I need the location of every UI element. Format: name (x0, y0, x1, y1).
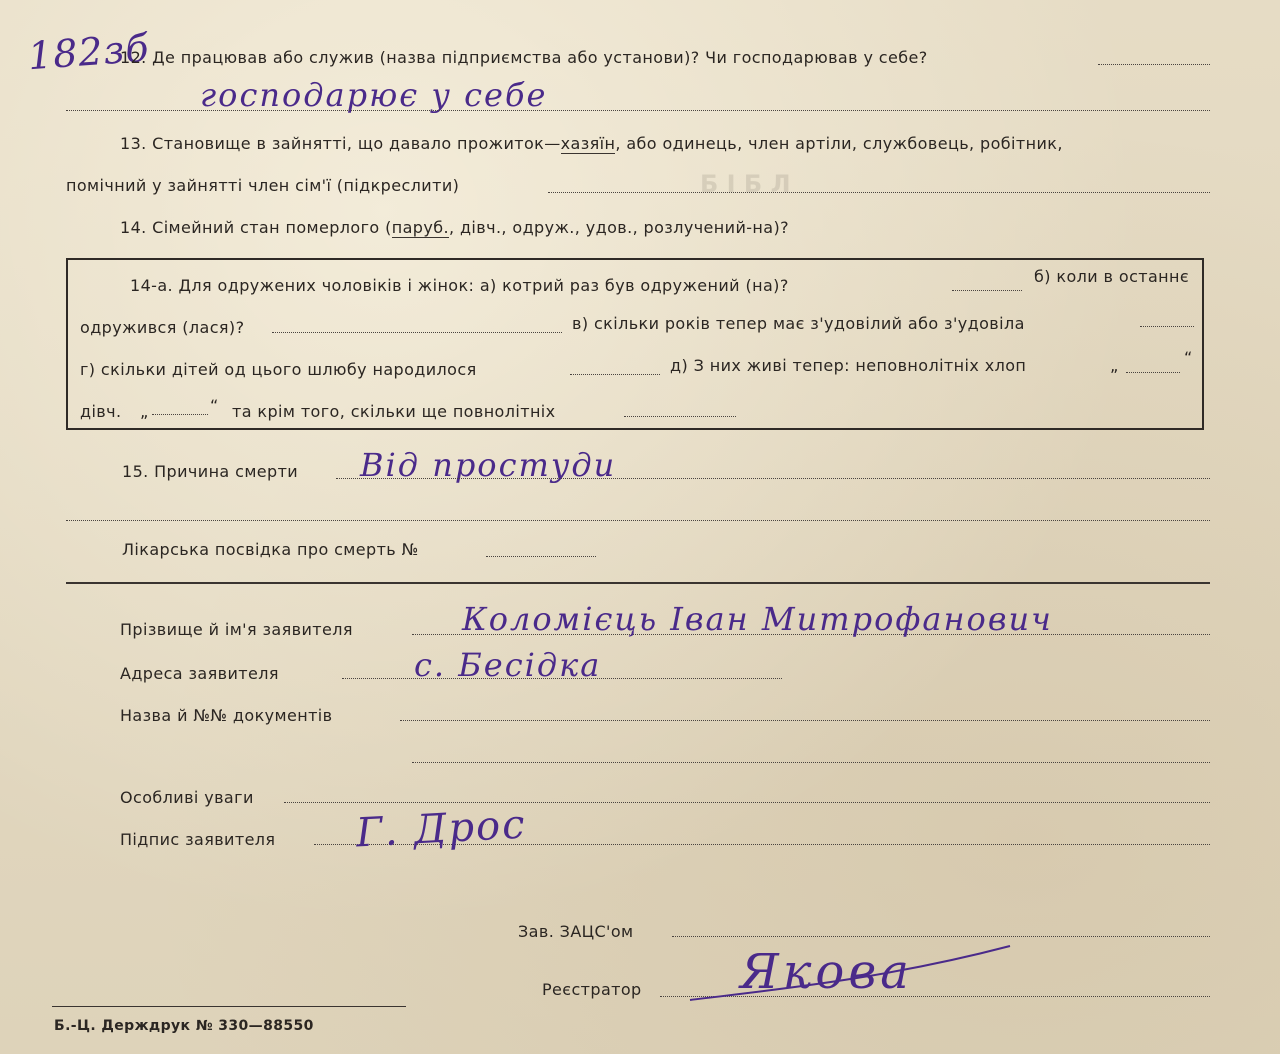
q14a-line2-dots (272, 332, 562, 333)
applicant-address-label: Адреса заявителя (120, 664, 279, 683)
q12-answer: господарює у себе (200, 76, 548, 114)
q14a-quote-close: “ (1184, 348, 1193, 367)
q14a-line4a: дівч. (80, 402, 122, 421)
zags-head-label: Зав. ЗАЦС'ом (518, 922, 634, 941)
applicant-address-value: с. Бесідка (414, 646, 602, 684)
q14a-line1b: б) коли в останнє (1034, 267, 1190, 286)
q12-answer-line (66, 110, 1210, 111)
q15-dotted-line-2 (66, 520, 1210, 521)
q14a-line4-dots-end (624, 416, 736, 417)
q14a-line4-dots (152, 414, 208, 415)
registrar-signature-flourish (680, 940, 1020, 1010)
registrar-label: Реєстратор (542, 980, 642, 999)
registrar-signature: Якова (740, 944, 913, 1000)
q13-text-before: 13. Становище в зайнятті, що давало прожиток— (120, 134, 561, 153)
q14a-line1-dots (952, 290, 1022, 291)
q14a-line2a: одружився (лася)? (80, 318, 245, 337)
q14-question (120, 218, 789, 237)
footer-rule (52, 1006, 406, 1007)
printer-imprint: Б.-Ц. Держдрук № 330—88550 (54, 1018, 314, 1034)
q14a-line4b: та крім того, скільки ще повнолітніх (232, 402, 556, 421)
q14-underlined-status: паруб. (391, 218, 449, 237)
medical-certificate-dots (486, 556, 596, 557)
applicant-name-value: Коломієць Іван Митрофанович (462, 600, 1053, 638)
margin-note: 182зб (26, 25, 151, 79)
q14-text-before: 14. Сімейний стан померлого ( (120, 218, 392, 237)
q14a-line2b: в) скільки років тепер має з'удовілий або з'удовіла (572, 314, 1025, 333)
q14a-line3b: д) З них живі тепер: неповнолітніх хлоп (670, 356, 1027, 375)
special-notes-label: Особливі уваги (120, 788, 254, 807)
q14a-line4-quote-open: „ (140, 402, 149, 421)
q12-dotted-line (1098, 64, 1210, 65)
bleed-through: Б І Б Л (700, 170, 791, 198)
q13-underlined-owner: хазяїн (560, 134, 616, 153)
q14a-line2-dots-end (1140, 326, 1194, 327)
q13-line1 (120, 134, 1063, 153)
q15-dotted-line (336, 478, 1210, 479)
applicant-documents-label: Назва й №№ документів (120, 706, 333, 725)
applicant-documents-line (400, 720, 1210, 721)
q14-text-after: , дівч., одруж., удов., розлучений-на)? (448, 218, 790, 237)
q15-label: 15. Причина смерти (122, 462, 299, 481)
q13-dotted-line (548, 192, 1210, 193)
q14a-line4-quote-close: “ (210, 396, 219, 415)
signature-stroke (690, 946, 1010, 1000)
medical-certificate-label: Лікарська посвідка про смерть № (122, 540, 419, 559)
zags-head-line (672, 936, 1210, 937)
applicant-documents-line-2 (412, 762, 1210, 763)
special-notes-line (284, 802, 1210, 803)
q14a-quote-open: „ (1110, 356, 1119, 375)
applicant-signature: Г. Дрос (354, 801, 528, 857)
q14a-line3-dots-end (1126, 372, 1180, 373)
section-separator (66, 582, 1210, 584)
q14a-line3-dots (570, 374, 660, 375)
applicant-signature-label: Підпис заявителя (120, 830, 276, 849)
applicant-name-label: Прізвище й ім'я заявителя (120, 620, 353, 639)
q14a-line1: 14-а. Для одружених чоловіків і жінок: а) котрий раз був одружений (на)? (130, 276, 789, 295)
q13-line2: помічний у зайнятті член сім'ї (підкреслити) (66, 176, 460, 195)
q14a-line3a: г) скільки дітей од цього шлюбу народилося (80, 360, 477, 379)
q12-question: 12. Де працював або служив (назва підприємства або установи)? Чи господарював у себе? (120, 48, 928, 67)
q15-answer: Від простуди (360, 446, 617, 484)
q13-text-after: , або одинець, член артіли, службовець, робітник, (615, 134, 1063, 153)
